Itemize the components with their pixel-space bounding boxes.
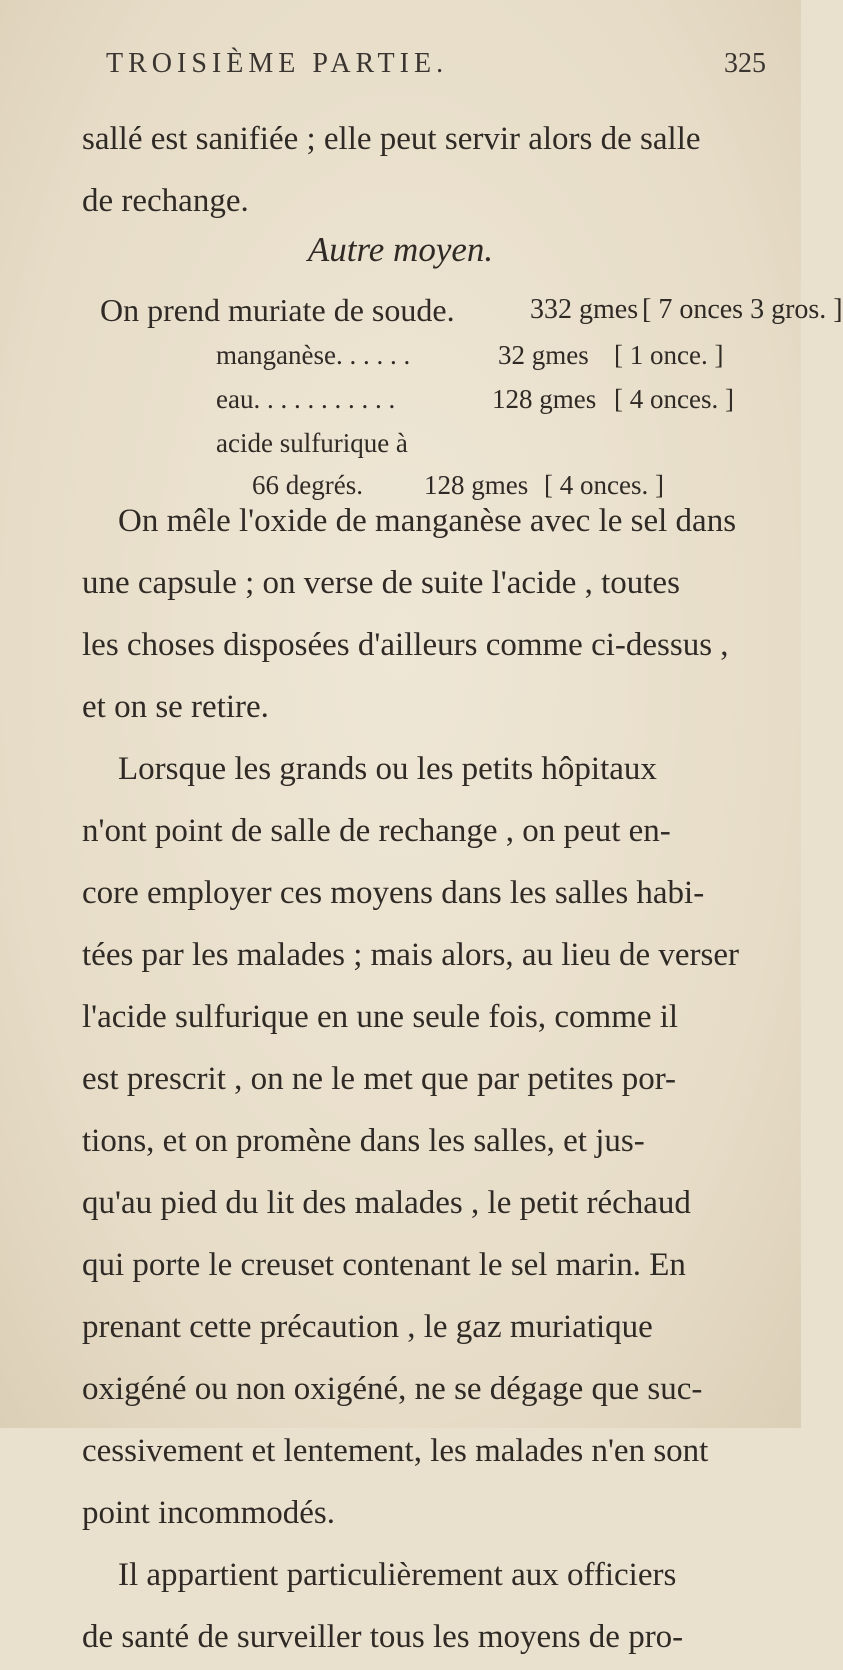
recipe-intro: On prend muriate de soude.	[100, 292, 455, 328]
body-paragraphs	[82, 492, 802, 1670]
text-line: n'ont point de salle de rechange , on peut en-	[82, 813, 671, 849]
text-line: l'acide sulfurique en une seule fois, comme il	[82, 999, 679, 1035]
recipe-old-unit: [ 1 once. ]	[614, 340, 724, 370]
page-number: 325	[724, 48, 766, 79]
recipe-label: manganèse. . . . . .	[216, 340, 411, 370]
text-line: On mêle l'oxide de manganèse avec le sel dans	[118, 503, 737, 539]
recipe-label: eau. . . . . . . . . . .	[216, 384, 396, 414]
recipe-old-unit: [ 4 onces. ]	[614, 384, 734, 414]
recipe-metric: 128 gmes	[424, 470, 529, 500]
text-line: qui porte le creuset contenant le sel marin. En	[82, 1247, 686, 1283]
page-header	[80, 48, 780, 88]
text-line: qu'au pied du lit des malades , le petit réchaud	[82, 1185, 691, 1221]
text-line: est prescrit , on ne le met que par petites por-	[82, 1061, 677, 1097]
text-line: tions, et on promène dans les salles, et jus-	[82, 1123, 645, 1159]
text-line: les choses disposées d'ailleurs comme ci-dessus ,	[82, 627, 729, 663]
recipe-label: 66 degrés.	[252, 470, 363, 500]
recipe-metric: 332 gmes	[530, 294, 639, 325]
text-line: tées par les malades ; mais alors, au lieu de verser	[82, 937, 740, 973]
text-line: point incommodés.	[82, 1495, 335, 1531]
text-line: oxigéné ou non oxigéné, ne se dégage que suc-	[82, 1371, 703, 1407]
text-line: core employer ces moyens dans les salles habi-	[82, 875, 705, 911]
text-line: Il appartient particulièrement aux officiers	[118, 1557, 677, 1593]
opening-text	[82, 108, 802, 232]
text-line: cessivement et lentement, les malades n'en sont	[82, 1433, 709, 1469]
text-line: sallé est sanifiée ; elle peut servir alors de salle	[82, 121, 701, 157]
recipe-metric: 32 gmes	[498, 340, 589, 370]
text-line: et on se retire.	[82, 689, 269, 725]
text-line: Lorsque les grands ou les petits hôpitaux	[118, 751, 657, 787]
recipe-metric: 128 gmes	[492, 384, 597, 414]
section-heading: Autre moyen.	[307, 230, 494, 269]
text-line: de rechange.	[82, 183, 249, 219]
running-title: TROISIÈME PARTIE.	[106, 48, 449, 79]
recipe-label: acide sulfurique à	[216, 428, 408, 458]
recipe-old-unit: [ 4 onces. ]	[544, 470, 664, 500]
text-line: de santé de surveiller tous les moyens de pro-	[82, 1619, 684, 1655]
text-line: une capsule ; on verse de suite l'acide , toutes	[82, 565, 680, 601]
text-line: prenant cette précaution , le gaz muriatique	[82, 1309, 653, 1345]
recipe-old-unit: [ 7 onces 3 gros. ]	[642, 294, 843, 325]
